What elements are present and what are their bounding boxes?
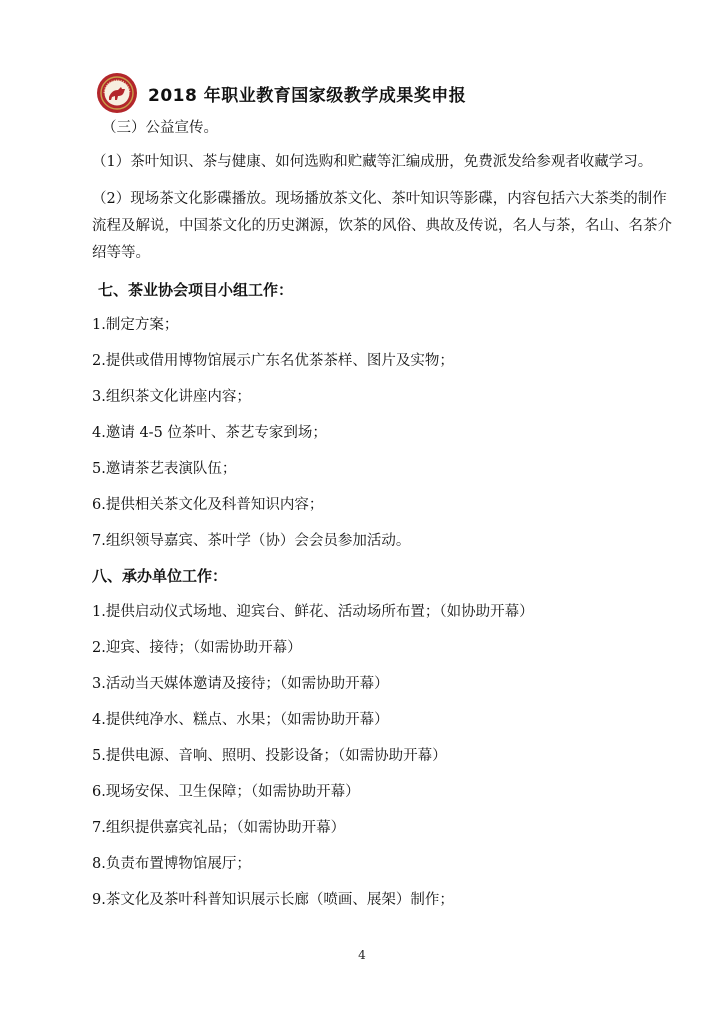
section-3-title: （三）公益宣传。 bbox=[102, 120, 218, 136]
list-item: 5.提供电源、音响、照明、投影设备；（如需协助开幕） bbox=[92, 748, 447, 764]
list-item: 2.提供或借用博物馆展示广东名优茶茶样、图片及实物； bbox=[92, 353, 454, 369]
list-item: 4.邀请 4-5 位茶叶、茶艺专家到场； bbox=[92, 425, 327, 441]
document-body bbox=[92, 116, 692, 912]
list-item: 6.提供相关茶文化及科普知识内容； bbox=[92, 497, 324, 513]
list-item: 1.制定方案； bbox=[92, 317, 179, 333]
header-title: 2018 年职业教育国家级教学成果奖申报 bbox=[148, 85, 467, 106]
section-7-list bbox=[92, 313, 692, 553]
section-3-paragraph-2-line-2: 流程及解说，中国茶文化的历史渊源，饮茶的风俗、典故及传说，名人与茶，名山、名茶介 bbox=[92, 218, 672, 234]
section-7-heading: 七、茶业协会项目小组工作： bbox=[98, 281, 294, 299]
section-8-list bbox=[92, 600, 692, 912]
school-logo-icon bbox=[96, 72, 138, 114]
list-item: 7.组织提供嘉宾礼品；（如需协助开幕） bbox=[92, 820, 346, 836]
list-item: 2.迎宾、接待；（如需协助开幕） bbox=[92, 640, 302, 656]
section-3-paragraph-2-line-3: 绍等等。 bbox=[92, 245, 150, 261]
list-item: 6.现场安保、卫生保障；（如需协助开幕） bbox=[92, 784, 360, 800]
list-item: 7.组织领导嘉宾、茶叶学（协）会会员参加活动。 bbox=[92, 533, 411, 549]
page-header bbox=[96, 70, 466, 116]
section-8-heading: 八、承办单位工作： bbox=[92, 567, 228, 585]
list-item: 3.组织茶文化讲座内容； bbox=[92, 389, 251, 405]
page-number: 4 bbox=[358, 948, 366, 962]
list-item: 3.活动当天媒体邀请及接待；（如需协助开幕） bbox=[92, 676, 389, 692]
list-item: 1.提供启动仪式场地、迎宾台、鲜花、活动场所布置；（如协助开幕） bbox=[92, 604, 534, 620]
list-item: 8.负责布置博物馆展厅； bbox=[92, 856, 251, 872]
list-item: 4.提供纯净水、糕点、水果；（如需协助开幕） bbox=[92, 712, 389, 728]
section-3-paragraph-1: （1）茶叶知识、茶与健康、如何选购和贮藏等汇编成册，免费派发给参观者收藏学习。 bbox=[92, 154, 653, 170]
list-item: 9.茶文化及茶叶科普知识展示长廊（喷画、展架）制作； bbox=[92, 892, 454, 908]
section-3-paragraph-2 bbox=[92, 186, 692, 267]
list-item: 5.邀请茶艺表演队伍； bbox=[92, 461, 237, 477]
section-3-paragraph-2-line-1: （2）现场茶文化影碟播放。现场播放茶文化、茶叶知识等影碟，内容包括六大茶类的制作 bbox=[92, 191, 667, 207]
